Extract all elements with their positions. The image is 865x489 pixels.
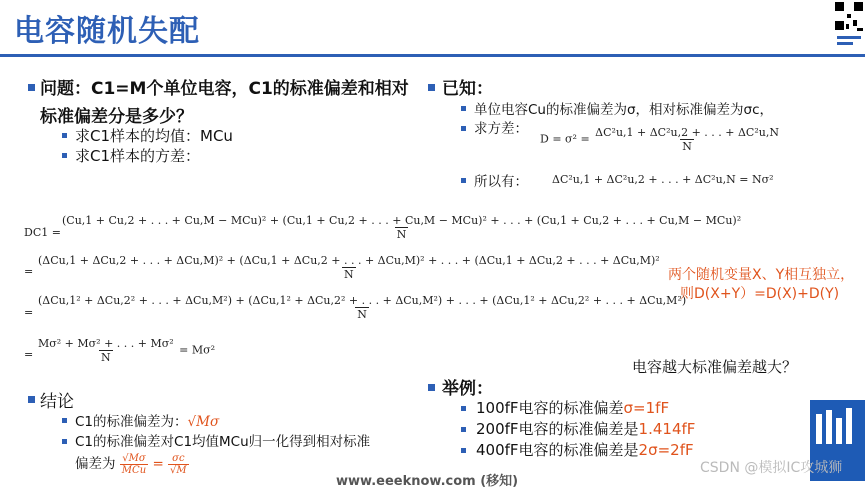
variance-item: 求C1样本的方差： xyxy=(75,147,201,165)
known-line-2: 求方差： xyxy=(474,121,528,137)
equals-sign: = xyxy=(24,306,34,319)
slide-title: 电容随机失配 xyxy=(14,14,200,49)
variance-numerator: ΔC²u,1 + ΔC²u,2 + . . . + ΔC²u,N xyxy=(595,126,779,139)
independence-note-line-1: 两个随机变量X、Y相互独立， xyxy=(668,267,855,283)
conclusion-item-1-text: C1的标准偏差为： xyxy=(75,414,188,430)
bullet-icon xyxy=(428,384,435,391)
example-item-1-prefix: 100fF电容的标准偏差 xyxy=(476,399,624,417)
known-line-1: 单位电容Cu的标准偏差为σ，相对标准偏差为σc， xyxy=(474,102,774,118)
std-dev-value: √Mσ xyxy=(187,414,220,430)
conclusion-item-2-line-1: C1的标准偏差对C1均值MCu归一化得到相对标准 xyxy=(75,434,371,450)
relative-std-denominator-2: √M xyxy=(170,464,187,476)
relative-std-numerator-2: σc xyxy=(172,452,185,464)
variance-formula-lhs: D = σ² = xyxy=(540,132,590,146)
example-item-1-value: σ=1fF xyxy=(623,399,670,417)
variance-formula xyxy=(540,126,781,153)
conclusion-item-2-prefix: 偏差为 xyxy=(75,456,116,472)
qr-code-icon xyxy=(833,0,865,48)
conclusion-item-1 xyxy=(75,410,219,430)
derivation-line-4 xyxy=(36,337,215,364)
derivation-denominator-3: N xyxy=(357,308,367,321)
derivation-numerator-4: Mσ² + Mσ² + . . . + Mσ² xyxy=(38,337,174,350)
bullet-icon xyxy=(28,396,35,403)
derivation-fraction-4 xyxy=(36,337,176,364)
example-item-3-value: 2σ=2fF xyxy=(638,441,694,459)
site-watermark: www.eeeknow.com (移知) xyxy=(336,474,519,489)
relative-std-fraction xyxy=(120,453,148,476)
derivation-denominator-1: N xyxy=(396,228,407,241)
question-2: 电容越大标准偏差越大？ xyxy=(632,358,798,376)
dc1-lhs: DC1 = xyxy=(24,226,61,239)
example-item-2-prefix: 200fF电容的标准偏差是 xyxy=(476,420,639,438)
mean-item: 求C1样本的均值：MCu xyxy=(75,127,233,145)
relative-std-equals: = xyxy=(152,456,164,472)
sub-bullet-icon xyxy=(62,153,67,158)
derivation-fraction-3 xyxy=(36,294,688,321)
conclusion-label: 结论 xyxy=(40,392,74,412)
example-label: 举例： xyxy=(442,379,493,399)
derivation-denominator-2: N xyxy=(344,268,354,281)
bullet-icon xyxy=(428,84,435,91)
relative-std-numerator: √Mσ xyxy=(122,452,146,464)
derivation-fraction-1 xyxy=(60,214,743,241)
bullet-icon xyxy=(28,84,35,91)
derivation-line-3 xyxy=(36,294,688,321)
sub-bullet-icon xyxy=(62,418,67,423)
independence-note-line-2: 则D(X+Y）=D(X)+D(Y) xyxy=(680,286,840,302)
sub-bullet-icon xyxy=(461,126,466,131)
title-divider xyxy=(0,54,865,57)
derivation-denominator-4: N xyxy=(101,351,111,364)
example-item-1 xyxy=(476,397,669,418)
derivation-result: = Mσ² xyxy=(179,343,216,357)
sub-bullet-icon xyxy=(62,133,67,138)
derivation-numerator-1: (Cu,1 + Cu,2 + . . . + Cu,M − MCu)² + (Cu,1 + Cu,2 + . . . + Cu,M − MCu)² + . . . + (Cu,1 + Cu,2 + . . . + Cu,M − MCu)² xyxy=(62,214,742,227)
csdn-watermark: CSDN @模拟IC攻城狮 xyxy=(700,460,843,476)
example-item-2-value: 1.414fF xyxy=(638,420,696,438)
variance-denominator: N xyxy=(682,140,692,153)
derivation-fraction-2 xyxy=(36,254,662,281)
question-line-2: 标准偏差分是多少？ xyxy=(40,107,193,127)
example-item-2 xyxy=(476,418,695,439)
variance-fraction xyxy=(593,126,781,153)
relative-std-fraction-2 xyxy=(168,453,189,476)
derivation-line-2 xyxy=(36,254,662,281)
equals-sign: = xyxy=(24,265,34,278)
derivation-line-1 xyxy=(60,214,743,241)
sub-bullet-icon xyxy=(62,439,67,444)
conclusion-item-2-line-2 xyxy=(75,452,189,476)
example-item-3-prefix: 400fF电容的标准偏差是 xyxy=(476,441,639,459)
sub-bullet-icon xyxy=(461,448,466,453)
sum-formula: ΔC²u,1 + ΔC²u,2 + . . . + ΔC²u,N = Nσ² xyxy=(552,173,774,186)
derivation-numerator-2: (ΔCu,1 + ΔCu,2 + . . . + ΔCu,M)² + (ΔCu,1 + ΔCu,2 + . . . + ΔCu,M)² + . . . + (ΔCu,1 + ΔCu,2 + . . . + ΔCu,M)² xyxy=(38,254,660,267)
relative-std-denominator: MCu xyxy=(121,464,147,476)
so-label: 所以有： xyxy=(474,174,528,190)
sub-bullet-icon xyxy=(461,406,466,411)
equals-sign: = xyxy=(24,348,34,361)
question-line-1: 问题：C1=M个单位电容，C1的标准偏差和相对 xyxy=(40,79,409,99)
sub-bullet-icon xyxy=(461,178,466,183)
derivation-numerator-3: (ΔCu,1² + ΔCu,2² + . . . + ΔCu,M²) + (ΔCu,1² + ΔCu,2² + . . . + ΔCu,M²) + . . . + (ΔCu,1² + ΔCu,2² + . . . + ΔCu,M²) xyxy=(38,294,687,307)
sub-bullet-icon xyxy=(461,106,466,111)
example-item-3 xyxy=(476,439,694,460)
known-label: 已知： xyxy=(442,79,493,99)
sub-bullet-icon xyxy=(461,427,466,432)
